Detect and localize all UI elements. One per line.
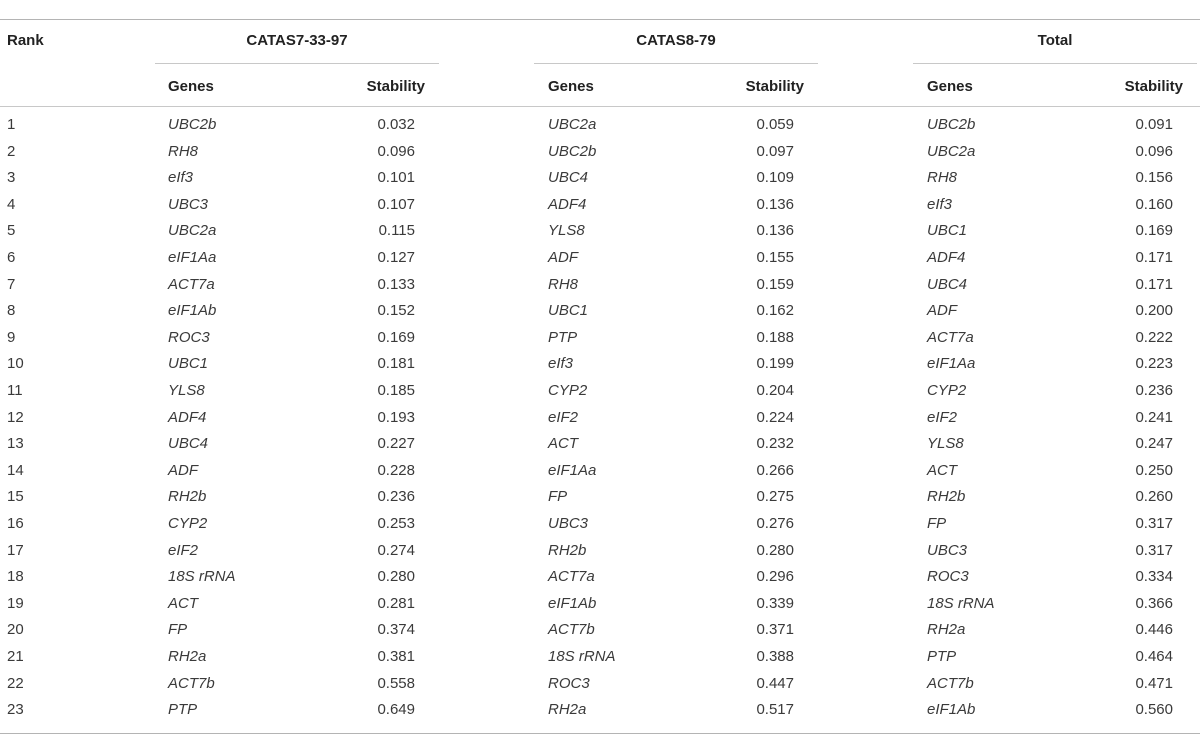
gene-cell-total: ROC3 bbox=[927, 568, 969, 586]
gene-cell-catas8-79: ADF bbox=[548, 249, 578, 266]
stability-header-3: Stability bbox=[1124, 78, 1183, 95]
stability-cell-catas7-33-97: 0.227 bbox=[377, 435, 415, 453]
group-header-catas7-33-97: CATAS7-33-97 bbox=[246, 32, 348, 49]
rank-cell: 8 bbox=[7, 302, 16, 320]
gene-cell-catas8-79: ADF4 bbox=[548, 195, 587, 213]
stability-cell-total: 0.471 bbox=[1135, 674, 1173, 692]
stability-cell-catas8-79: 0.109 bbox=[756, 169, 794, 187]
gene-cell-catas7-33-97: ACT7a bbox=[168, 275, 215, 293]
table-row bbox=[0, 672, 1200, 699]
rank-cell: 5 bbox=[7, 222, 16, 240]
gene-cell-total: CYP2 bbox=[927, 382, 967, 399]
gene-cell-catas8-79: ACT7b bbox=[548, 621, 595, 639]
gene-cell-catas7-33-97: RH2a bbox=[168, 648, 207, 665]
rank-cell: 20 bbox=[7, 621, 24, 639]
stability-cell-catas8-79: 0.280 bbox=[756, 541, 794, 559]
stability-cell-catas7-33-97: 0.181 bbox=[377, 355, 415, 373]
gene-cell-total: ADF4 bbox=[927, 249, 966, 266]
table-top-rule bbox=[0, 19, 1200, 20]
gene-cell-catas7-33-97: UBC3 bbox=[168, 195, 209, 213]
table-row bbox=[0, 512, 1200, 539]
table-row bbox=[0, 193, 1200, 220]
stability-cell-catas8-79: 0.204 bbox=[756, 382, 794, 399]
table-row bbox=[0, 166, 1200, 193]
stability-cell-catas8-79: 0.059 bbox=[756, 116, 794, 133]
gene-cell-catas7-33-97: 18S rRNA bbox=[168, 568, 236, 586]
stability-header-2: Stability bbox=[745, 78, 804, 95]
gene-cell-total: UBC1 bbox=[927, 222, 968, 240]
stability-cell-total: 0.366 bbox=[1135, 594, 1173, 612]
rank-cell: 13 bbox=[7, 435, 24, 453]
stability-cell-catas7-33-97: 0.236 bbox=[377, 488, 415, 506]
gene-cell-catas7-33-97: ADF bbox=[168, 461, 198, 479]
stability-cell-catas7-33-97: 0.193 bbox=[377, 408, 415, 426]
table-row bbox=[0, 113, 1200, 140]
gene-cell-catas8-79: eIf3 bbox=[548, 355, 574, 373]
stability-cell-catas8-79: 0.136 bbox=[756, 222, 794, 240]
table-row bbox=[0, 379, 1200, 406]
stability-cell-catas8-79: 0.155 bbox=[756, 249, 794, 266]
stability-cell-catas8-79: 0.296 bbox=[756, 568, 794, 586]
gene-cell-total: YLS8 bbox=[927, 435, 964, 453]
gene-cell-catas8-79: eIF1Ab bbox=[548, 594, 597, 612]
gene-cell-catas8-79: ACT bbox=[548, 435, 578, 453]
gene-cell-catas8-79: RH2b bbox=[548, 541, 587, 559]
gene-cell-total: UBC2a bbox=[927, 142, 976, 160]
stability-cell-total: 0.160 bbox=[1135, 195, 1173, 213]
stability-cell-catas7-33-97: 0.281 bbox=[377, 594, 415, 612]
stability-cell-catas8-79: 0.339 bbox=[756, 594, 794, 612]
stability-cell-catas8-79: 0.388 bbox=[756, 648, 794, 665]
stability-cell-catas7-33-97: 0.228 bbox=[377, 461, 415, 479]
rank-header: Rank bbox=[7, 32, 44, 49]
stability-cell-catas8-79: 0.266 bbox=[756, 461, 794, 479]
gene-cell-total: 18S rRNA bbox=[927, 594, 995, 612]
rank-cell: 15 bbox=[7, 488, 24, 506]
gene-cell-catas7-33-97: eIF1Ab bbox=[168, 302, 217, 320]
rank-cell: 10 bbox=[7, 355, 24, 373]
rank-cell: 11 bbox=[7, 382, 23, 399]
gene-cell-total: ACT7b bbox=[927, 674, 974, 692]
gene-cell-catas8-79: eIF1Aa bbox=[548, 461, 597, 479]
gene-cell-catas7-33-97: eIf3 bbox=[168, 169, 194, 187]
gene-cell-total: RH2a bbox=[927, 621, 966, 639]
gene-cell-catas8-79: UBC1 bbox=[548, 302, 589, 320]
table-row bbox=[0, 299, 1200, 326]
stability-cell-catas8-79: 0.276 bbox=[756, 515, 794, 532]
table-row bbox=[0, 432, 1200, 459]
table-row bbox=[0, 459, 1200, 486]
table-row bbox=[0, 592, 1200, 619]
gene-cell-catas8-79: ACT7a bbox=[548, 568, 595, 586]
stability-cell-catas7-33-97: 0.127 bbox=[377, 249, 415, 266]
stability-cell-catas8-79: 0.097 bbox=[756, 142, 794, 160]
table-row bbox=[0, 406, 1200, 433]
stability-cell-catas7-33-97: 0.558 bbox=[377, 674, 415, 692]
stability-cell-total: 0.446 bbox=[1135, 621, 1173, 639]
rank-cell: 21 bbox=[7, 648, 24, 665]
gene-cell-catas7-33-97: ACT bbox=[168, 594, 198, 612]
stability-cell-catas8-79: 0.162 bbox=[756, 302, 794, 320]
stability-cell-catas7-33-97: 0.096 bbox=[377, 142, 415, 160]
table-row bbox=[0, 539, 1200, 566]
stability-cell-catas7-33-97: 0.253 bbox=[377, 515, 415, 532]
stability-cell-total: 0.171 bbox=[1135, 249, 1173, 266]
rank-cell: 6 bbox=[7, 249, 16, 266]
group-header-total: Total bbox=[1037, 32, 1073, 49]
group-header-catas8-79: CATAS8-79 bbox=[636, 32, 716, 49]
header-bottom-rule bbox=[0, 106, 1200, 107]
stability-cell-catas7-33-97: 0.115 bbox=[378, 222, 415, 240]
stability-cell-total: 0.560 bbox=[1135, 701, 1173, 719]
table-row bbox=[0, 219, 1200, 246]
gene-cell-catas8-79: PTP bbox=[548, 328, 578, 346]
stability-cell-catas7-33-97: 0.185 bbox=[377, 382, 415, 399]
rank-cell: 1 bbox=[7, 116, 16, 133]
genes-header-3: Genes bbox=[927, 78, 973, 95]
stability-cell-total: 0.334 bbox=[1135, 568, 1173, 586]
gene-cell-catas8-79: 18S rRNA bbox=[548, 648, 616, 665]
rank-cell: 16 bbox=[7, 515, 24, 532]
gene-cell-catas7-33-97: ACT7b bbox=[168, 674, 215, 692]
gene-cell-total: PTP bbox=[927, 648, 957, 665]
stability-cell-catas8-79: 0.136 bbox=[756, 195, 794, 213]
gene-cell-catas7-33-97: UBC2a bbox=[168, 222, 217, 240]
stability-cell-total: 0.247 bbox=[1135, 435, 1173, 453]
stability-cell-catas7-33-97: 0.107 bbox=[377, 195, 415, 213]
stability-cell-catas7-33-97: 0.133 bbox=[377, 275, 415, 293]
stability-cell-total: 0.091 bbox=[1135, 116, 1173, 133]
stability-cell-catas8-79: 0.371 bbox=[756, 621, 794, 639]
gene-cell-catas8-79: UBC4 bbox=[548, 169, 589, 187]
gene-cell-catas7-33-97: YLS8 bbox=[168, 382, 205, 399]
gene-cell-total: eIF1Aa bbox=[927, 355, 976, 373]
stability-cell-catas7-33-97: 0.169 bbox=[377, 328, 415, 346]
group-rule-catas7-33-97 bbox=[155, 63, 439, 64]
gene-cell-total: RH8 bbox=[927, 169, 958, 187]
gene-cell-total: UBC3 bbox=[927, 541, 968, 559]
stability-cell-total: 0.223 bbox=[1135, 355, 1173, 373]
stability-cell-total: 0.156 bbox=[1135, 169, 1173, 187]
group-rule-catas8-79 bbox=[534, 63, 818, 64]
stability-cell-catas8-79: 0.188 bbox=[756, 328, 794, 346]
stability-cell-catas8-79: 0.517 bbox=[756, 701, 794, 719]
rank-cell: 14 bbox=[7, 461, 24, 479]
rank-cell: 12 bbox=[7, 408, 24, 426]
stability-cell-total: 0.241 bbox=[1135, 408, 1173, 426]
stability-cell-catas8-79: 0.199 bbox=[756, 355, 794, 373]
gene-cell-catas7-33-97: ROC3 bbox=[168, 328, 210, 346]
stability-cell-catas7-33-97: 0.381 bbox=[377, 648, 415, 665]
gene-cell-catas7-33-97: CYP2 bbox=[168, 515, 208, 532]
stability-cell-total: 0.250 bbox=[1135, 461, 1173, 479]
stability-cell-total: 0.169 bbox=[1135, 222, 1173, 240]
stability-cell-catas7-33-97: 0.101 bbox=[377, 169, 415, 187]
gene-cell-catas7-33-97: UBC2b bbox=[168, 116, 217, 133]
table-row bbox=[0, 273, 1200, 300]
table-row bbox=[0, 645, 1200, 672]
gene-cell-catas8-79: UBC3 bbox=[548, 515, 589, 532]
gene-cell-catas8-79: FP bbox=[548, 488, 568, 506]
stability-cell-catas7-33-97: 0.032 bbox=[377, 116, 415, 133]
gene-cell-catas7-33-97: UBC4 bbox=[168, 435, 209, 453]
gene-cell-total: eIf3 bbox=[927, 195, 953, 213]
stability-cell-total: 0.222 bbox=[1135, 328, 1173, 346]
stability-header-1: Stability bbox=[366, 78, 425, 95]
stability-cell-catas7-33-97: 0.152 bbox=[377, 302, 415, 320]
rank-cell: 17 bbox=[7, 541, 24, 559]
gene-cell-catas8-79: RH8 bbox=[548, 275, 579, 293]
rank-cell: 7 bbox=[7, 275, 16, 293]
stability-cell-catas8-79: 0.232 bbox=[756, 435, 794, 453]
gene-cell-total: UBC2b bbox=[927, 116, 976, 133]
gene-cell-total: ACT7a bbox=[927, 328, 974, 346]
gene-cell-total: RH2b bbox=[927, 488, 966, 506]
stability-cell-total: 0.317 bbox=[1135, 541, 1173, 559]
rank-cell: 9 bbox=[7, 328, 16, 346]
stability-cell-catas8-79: 0.275 bbox=[756, 488, 794, 506]
genes-header-2: Genes bbox=[548, 78, 594, 95]
rank-cell: 2 bbox=[7, 142, 16, 160]
rank-cell: 18 bbox=[7, 568, 24, 586]
stability-cell-catas7-33-97: 0.374 bbox=[377, 621, 415, 639]
stability-cell-total: 0.200 bbox=[1135, 302, 1173, 320]
table-bottom-rule bbox=[0, 733, 1200, 734]
table-row bbox=[0, 140, 1200, 167]
gene-cell-total: eIF1Ab bbox=[927, 701, 976, 719]
gene-cell-catas8-79: UBC2a bbox=[548, 116, 597, 133]
stability-cell-total: 0.171 bbox=[1135, 275, 1173, 293]
gene-cell-catas7-33-97: eIF2 bbox=[168, 541, 199, 559]
rank-cell: 19 bbox=[7, 594, 24, 612]
stability-cell-total: 0.236 bbox=[1135, 382, 1173, 399]
gene-cell-total: FP bbox=[927, 515, 947, 532]
group-rule-total bbox=[913, 63, 1197, 64]
gene-cell-catas8-79: YLS8 bbox=[548, 222, 585, 240]
gene-cell-catas8-79: CYP2 bbox=[548, 382, 588, 399]
stability-cell-total: 0.464 bbox=[1135, 648, 1173, 665]
table-row bbox=[0, 326, 1200, 353]
stability-cell-catas8-79: 0.447 bbox=[756, 674, 794, 692]
stability-cell-catas7-33-97: 0.280 bbox=[377, 568, 415, 586]
gene-cell-catas7-33-97: UBC1 bbox=[168, 355, 209, 373]
stability-cell-catas7-33-97: 0.274 bbox=[377, 541, 415, 559]
table-row bbox=[0, 565, 1200, 592]
stability-cell-catas8-79: 0.224 bbox=[756, 408, 794, 426]
gene-cell-catas8-79: RH2a bbox=[548, 701, 587, 719]
stability-cell-catas8-79: 0.159 bbox=[756, 275, 794, 293]
gene-cell-catas7-33-97: RH8 bbox=[168, 142, 199, 160]
gene-cell-total: ACT bbox=[927, 461, 957, 479]
table-row bbox=[0, 618, 1200, 645]
gene-cell-catas8-79: UBC2b bbox=[548, 142, 597, 160]
stability-cell-total: 0.096 bbox=[1135, 142, 1173, 160]
stability-cell-total: 0.317 bbox=[1135, 515, 1173, 532]
stability-cell-catas7-33-97: 0.649 bbox=[377, 701, 415, 719]
gene-cell-total: UBC4 bbox=[927, 275, 968, 293]
rank-cell: 22 bbox=[7, 674, 24, 692]
genes-header-1: Genes bbox=[168, 78, 214, 95]
gene-cell-catas7-33-97: FP bbox=[168, 621, 188, 639]
rank-cell: 3 bbox=[7, 169, 16, 187]
table-row bbox=[0, 698, 1200, 725]
rank-cell: 23 bbox=[7, 701, 24, 719]
rank-cell: 4 bbox=[7, 195, 16, 213]
gene-cell-total: eIF2 bbox=[927, 408, 958, 426]
gene-cell-catas8-79: ROC3 bbox=[548, 674, 590, 692]
stability-cell-total: 0.260 bbox=[1135, 488, 1173, 506]
table-row bbox=[0, 246, 1200, 273]
gene-cell-catas7-33-97: RH2b bbox=[168, 488, 207, 506]
table-row bbox=[0, 485, 1200, 512]
gene-cell-catas7-33-97: PTP bbox=[168, 701, 198, 719]
gene-cell-catas7-33-97: eIF1Aa bbox=[168, 249, 217, 266]
gene-cell-catas7-33-97: ADF4 bbox=[168, 408, 207, 426]
table-row bbox=[0, 352, 1200, 379]
gene-cell-total: ADF bbox=[927, 302, 957, 320]
gene-cell-catas8-79: eIF2 bbox=[548, 408, 579, 426]
